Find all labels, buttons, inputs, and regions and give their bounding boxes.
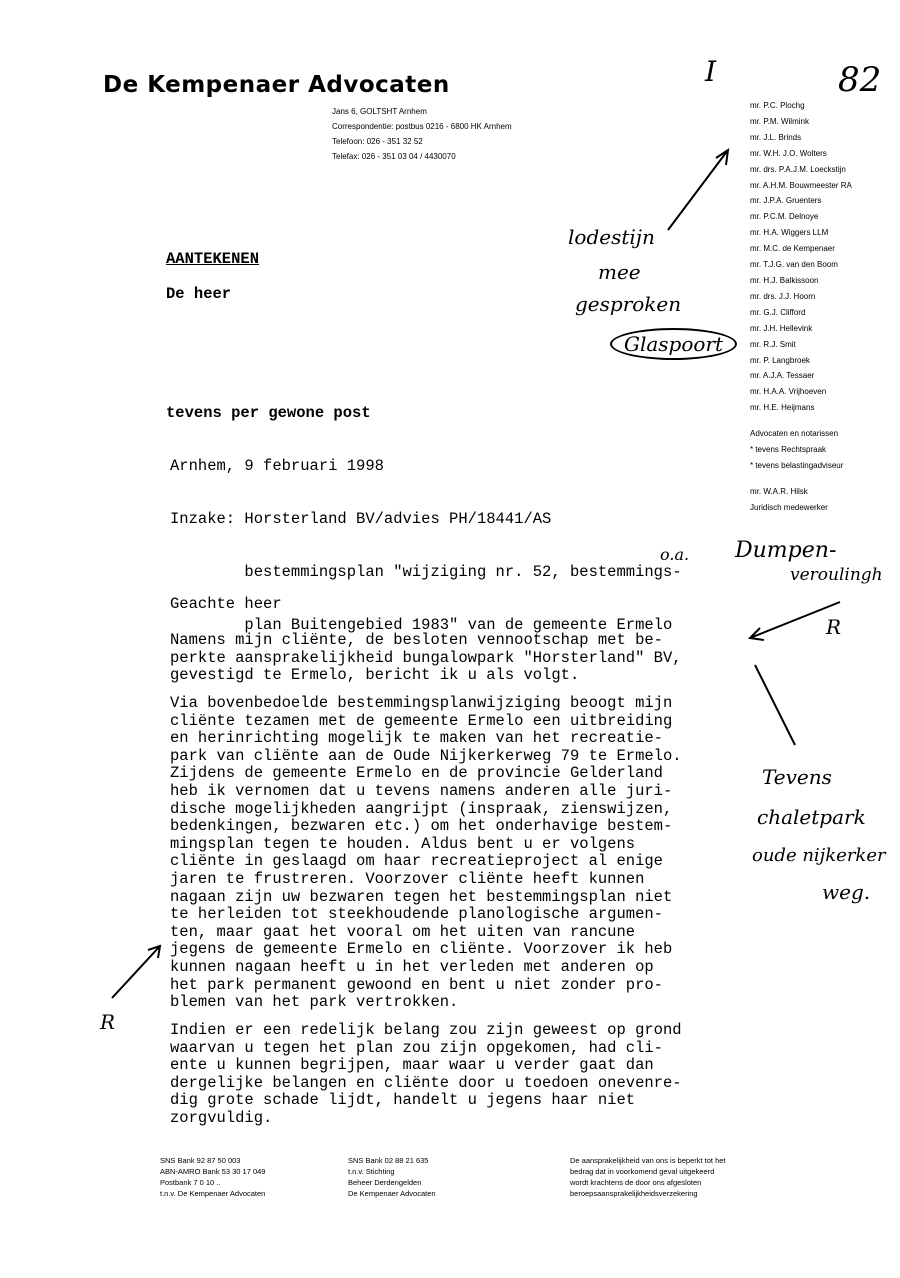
handwritten-note: veroulingh <box>790 565 883 585</box>
stroke-mark <box>755 665 795 745</box>
paragraph-line: park van cliënte aan de Oude Nijkerkerweg 79 te Ermelo. <box>170 746 682 765</box>
firm-logo: De Kempenaer Advocaten <box>103 72 450 98</box>
footer-line: t.n.v. De Kempenaer Advocaten <box>160 1189 266 1198</box>
handwritten-note: weg. <box>822 880 871 904</box>
subject-line: Inzake: Horsterland BV/advies PH/18441/AS <box>170 510 552 529</box>
paragraph-line: Indien er een redelijk belang zou zijn geweest op grond <box>170 1021 682 1039</box>
paragraph-line: dergelijke belangen en cliënte door u toedoen onevenre- <box>170 1073 682 1092</box>
footer-line: SNS Bank 02 88 21 635 <box>348 1156 429 1165</box>
footer-line: ABN-AMRO Bank 53 30 17 049 <box>160 1167 266 1176</box>
partner-name: mr. J.P.A. Gruenters <box>750 196 822 206</box>
address-line: Telefoon: 026 - 351 32 52 <box>332 137 423 146</box>
footer-line: Beheer Derdengelden <box>348 1178 422 1187</box>
partner-name: mr. P.C.M. Delnoye <box>750 212 819 222</box>
handwritten-note: Glaspoort <box>610 328 737 360</box>
partner-name: mr. drs. P.A.J.M. Loeckstijn <box>750 164 846 174</box>
footer-liability-note <box>570 1155 726 1199</box>
paragraph-line: Zijdens de gemeente Ermelo en de provincie Gelderland <box>170 764 663 783</box>
handwritten-note: R <box>826 615 842 639</box>
paragraph-line: jegens de gemeente Ermelo en cliënte. Voorzover ik heb <box>170 940 673 959</box>
partner-note: * tevens belastingadviseur <box>750 460 844 470</box>
footer-line: Postbank 7 0 10 .. <box>160 1178 221 1187</box>
footer-line: beroepsaansprakelijkheidsverzekering <box>570 1189 698 1198</box>
handwritten-note: chaletpark <box>757 805 866 829</box>
also-by-post: tevens per gewone post <box>166 404 371 422</box>
partner-note: Advocaten en notarissen <box>750 429 839 439</box>
handwritten-note: Tevens <box>762 765 832 789</box>
footer-line: SNS Bank 92 87 50 003 <box>160 1156 241 1165</box>
arrow-icon <box>668 150 728 230</box>
greeting: Geachte heer <box>170 595 282 613</box>
paragraph-line: Via bovenbedoelde bestemmingsplanwijziging beoogt mijn <box>170 694 673 712</box>
footer-line: De Kempenaer Advocaten <box>348 1189 436 1198</box>
paragraph-line: heb ik vernomen dat u tevens namens anderen alle juri- <box>170 781 673 800</box>
paragraph-line: Namens mijn cliënte, de besloten vennootschap met be- <box>170 631 663 649</box>
footer-line: wordt krachtens de door ons afgesloten <box>570 1178 702 1187</box>
handwritten-note: R <box>100 1010 116 1034</box>
date-line: Arnhem, 9 februari 1998 <box>170 457 384 475</box>
handwritten-note: lodestijn <box>568 225 655 249</box>
partner-name: mr. P. Langbroek <box>750 355 810 365</box>
partner-name: mr. J.H. Hellevink <box>750 323 813 333</box>
handwritten-note: gesproken <box>575 292 682 316</box>
handwritten-mark: I <box>705 55 717 88</box>
footer-line: bedrag dat in voorkomend geval uitgekeerd <box>570 1167 715 1176</box>
subject-line: plan Buitengebied 1983" van de gemeente Ermelo <box>170 615 673 634</box>
partner-name: mr. H.E. Heijmans <box>750 403 815 413</box>
partner-name: mr. A.J.A. Tessaer <box>750 371 815 381</box>
paragraph-line: dig grote schade lijdt, handelt u jegens haar niet <box>170 1091 636 1110</box>
paragraph-line: dische mogelijkheden aangrijpt (inspraak, zienswijzen, <box>170 799 673 818</box>
partner-name: mr. P.M. Wilmink <box>750 116 809 126</box>
subject-line: bestemmingsplan "wijziging nr. 52, bestemmings- <box>170 562 682 581</box>
handwritten-page-number: 82 <box>838 60 882 100</box>
paragraph-line: ente u kunnen begrijpen, maar waar u verder gaat dan <box>170 1056 654 1075</box>
partner-name: mr. G.J. Clifford <box>750 307 806 317</box>
address-line: Correspondentie: postbus 0216 - 6800 HK Arnhem <box>332 122 512 131</box>
partner-name: mr. R.J. Smit <box>750 339 796 349</box>
paragraph-line: te herleiden tot steekhoudende planologische argumen- <box>170 905 663 924</box>
paragraph-line: bedenkingen, bezwaren etc.) om het onderhavige bestem- <box>170 817 673 836</box>
paragraph-line: zorgvuldig. <box>170 1108 273 1127</box>
paragraph-line: mingsplan tegen te houden. Aldus bent u er volgens <box>170 834 636 853</box>
paragraph-line: gevestigd te Ermelo, bericht ik u als volgt. <box>170 666 580 685</box>
partner-name: mr. H.A.A. Vrijhoeven <box>750 387 827 397</box>
handwritten-note: Dumpen- <box>735 538 837 563</box>
paragraph-line: en herinrichting mogelijk te maken van het recreatie- <box>170 729 663 748</box>
footer-line: De aansprakelijkheid van ons is beperkt tot het <box>570 1156 726 1165</box>
registered-mail-label: AANTEKENEN <box>166 250 260 268</box>
partner-note: * tevens Rechtspraak <box>750 445 827 455</box>
paragraph-line: ten, maar gaat het vooral om het uiten van rancune <box>170 922 636 941</box>
partner-name: mr. H.A. Wiggers LLM <box>750 228 829 238</box>
paragraph-line: perkte aansprakelijkheid bungalowpark "Horsterland" BV, <box>170 648 682 667</box>
partner-name: mr. H.J. Balkissoon <box>750 275 819 285</box>
address-line: Jans 6, GOLTSHT Arnhem <box>332 107 427 116</box>
footer-bank-info <box>160 1155 265 1199</box>
handwritten-note: o.a. <box>660 545 690 564</box>
staff-name: mr. W.A.R. Hilsk <box>750 486 808 496</box>
addressee: De heer <box>166 285 232 303</box>
paragraph-line: jaren te frustreren. Voorzover cliënte heeft kunnen <box>170 869 645 888</box>
paragraph-line: waarvan u tegen het plan zou zijn opgekomen, had cli- <box>170 1038 663 1057</box>
arrow-icon <box>750 602 840 640</box>
footer-line: t.n.v. Stichting <box>348 1167 395 1176</box>
partner-name: mr. W.H. J.O. Wolters <box>750 148 827 158</box>
handwritten-note: mee <box>598 260 641 284</box>
partner-name: mr. J.L. Brinds <box>750 132 802 142</box>
paragraph-line: nagaan zijn uw bezwaren tegen het bestemmingsplan niet <box>170 887 673 906</box>
arrow-icon <box>112 946 160 998</box>
paragraph-line: cliënte in geslaagd om haar recreatieproject al enige <box>170 852 663 871</box>
partner-name: mr. M.C. de Kempenaer <box>750 244 835 254</box>
footer-escrow-info <box>348 1155 436 1199</box>
address-line: Telefax: 026 - 351 03 04 / 4430070 <box>332 152 456 161</box>
partner-name: mr. drs. J.J. Hoorn <box>750 291 816 301</box>
staff-name: Juridisch medewerker <box>750 502 828 512</box>
handwritten-note: oude nijkerker <box>752 845 886 866</box>
paragraph-line: cliënte tezamen met de gemeente Ermelo een uitbreiding <box>170 711 673 730</box>
paragraph-line: blemen van het park vertrokken. <box>170 993 459 1012</box>
partner-name: mr. A.H.M. Bouwmeester RA <box>750 180 852 190</box>
paragraph-line: kunnen nagaan heeft u in het verleden met anderen op <box>170 957 654 976</box>
paragraph-line: het park permanent gewoond en bent u niet zonder pro- <box>170 975 663 994</box>
partner-name: mr. P.C. Plochg <box>750 101 805 110</box>
partner-name: mr. T.J.G. van den Boom <box>750 260 838 270</box>
